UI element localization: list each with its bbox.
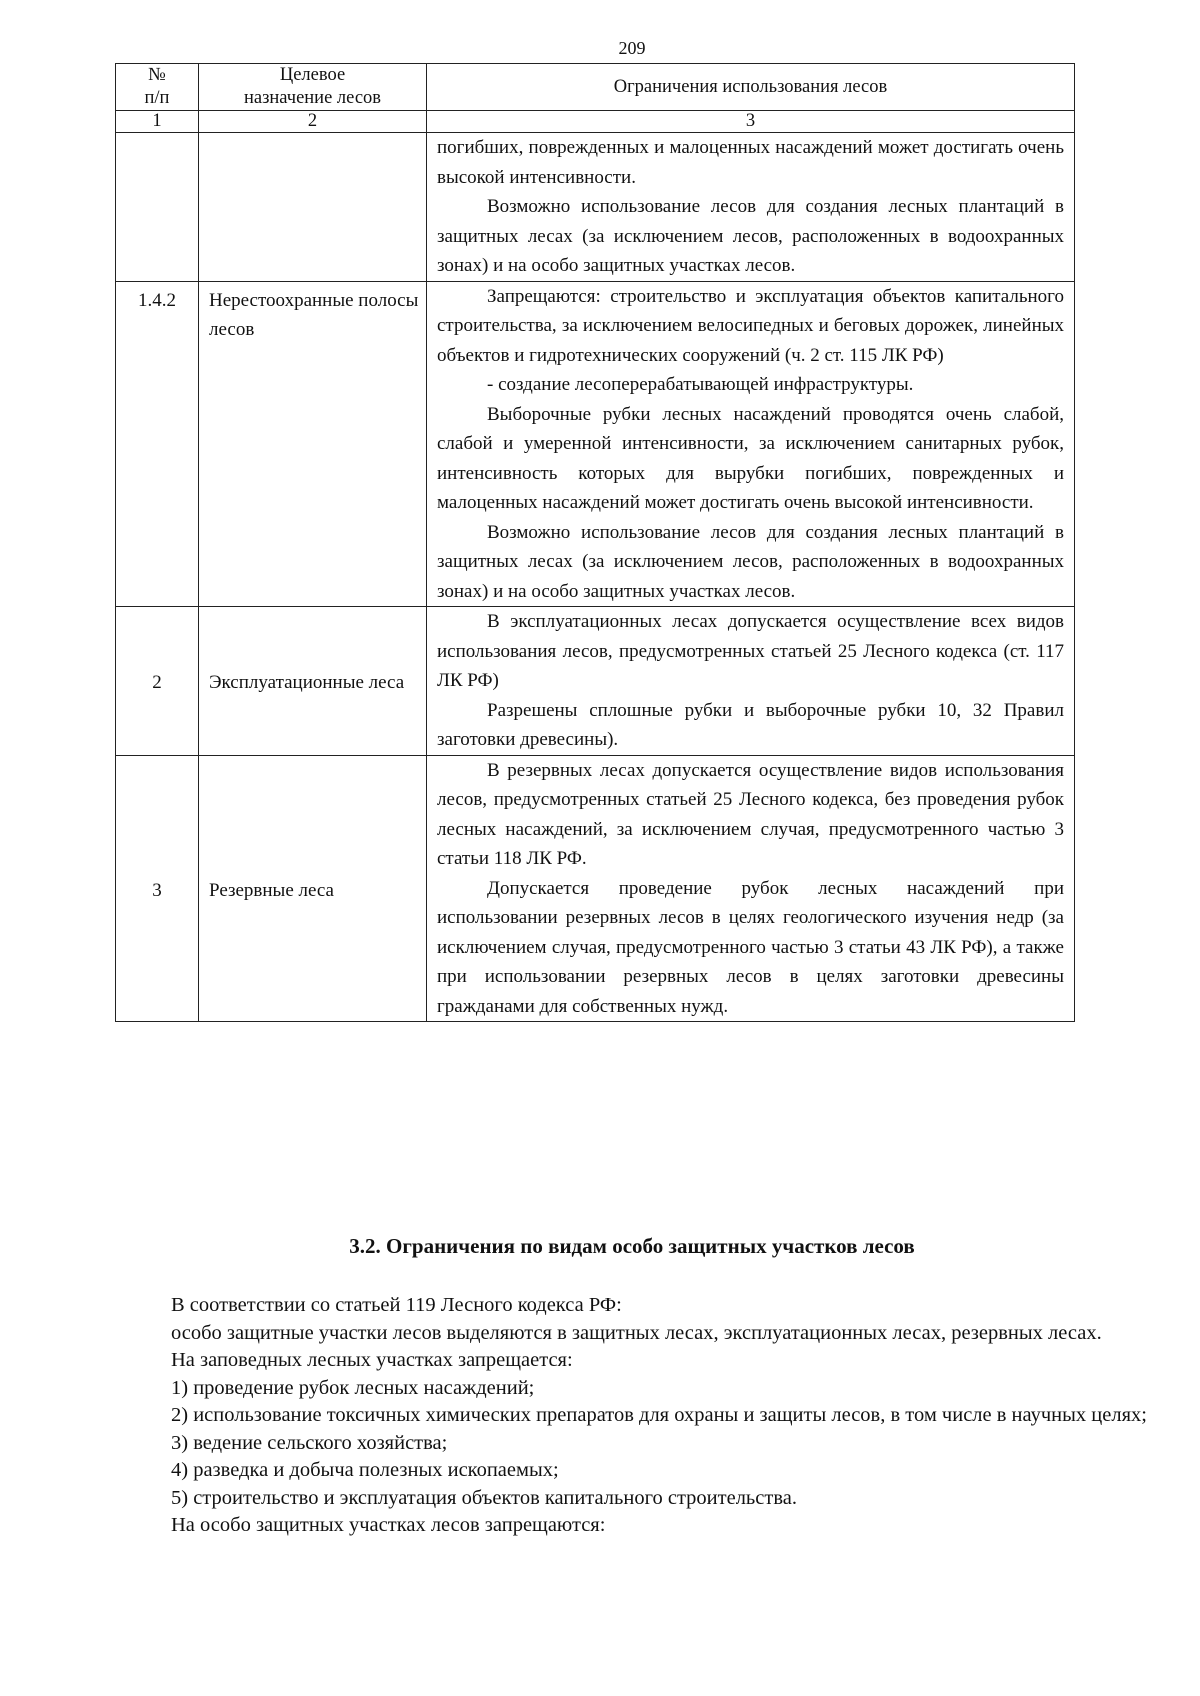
- section-heading: 3.2. Ограничения по видам особо защитных участков лесов: [349, 1234, 915, 1258]
- row-purpose: [199, 133, 427, 282]
- row-purpose: Эксплуатационные леса: [199, 607, 427, 756]
- header-purpose-line2: назначение лесов: [243, 88, 382, 108]
- row-number: 3: [116, 755, 199, 1022]
- header-purpose-line1: Целевое: [279, 65, 346, 85]
- column-number-row: [116, 111, 1075, 133]
- table-row: [116, 755, 1075, 1022]
- body-paragraph: 4) разведка и добыча полезных ископаемых;: [171, 1459, 559, 1481]
- row-restrictions: [427, 133, 1075, 282]
- row-restrictions: [427, 281, 1075, 607]
- restriction-paragraph: Запрещаются: строительство и эксплуатация объектов капитального строительства, за исключением велосипедных и беговых дорожек, линейных объектов и гидротехнических сооружений (ч. 2 ст. 115 ЛК РФ): [437, 285, 1064, 366]
- row-restrictions: [427, 607, 1075, 756]
- table-row: [116, 133, 1075, 282]
- restriction-paragraph: погибших, поврежденных и малоценных насаждений может достигать очень высокой интенсивности.: [437, 137, 1064, 188]
- restriction-paragraph: В резервных лесах допускается осуществление видов использования лесов, предусмотренных статьей 25 Лесного кодекса, без проведения рубок лесных насаждений, за исключением случая, предусмотренного частью 3 статьи 118 ЛК РФ.: [437, 759, 1064, 869]
- header-col-restrictions: Ограничения использования лесов: [427, 64, 1075, 111]
- body-paragraph: особо защитные участки лесов выделяются в защитных лесах, эксплуатационных лесах, резервных лесах.: [171, 1321, 1102, 1344]
- body-paragraph: 3) ведение сельского хозяйства;: [171, 1431, 448, 1454]
- restriction-paragraph: Возможно использование лесов для создания лесных плантаций в защитных лесах (за исключением лесов, расположенных в водоохранных зонах) и на особо защитных участках лесов.: [437, 521, 1064, 602]
- forest-restrictions-table: [115, 63, 1075, 1022]
- row-number: 1.4.2: [116, 281, 199, 607]
- table-row: [116, 607, 1075, 756]
- header-col-number: [116, 64, 199, 111]
- table-row: [116, 281, 1075, 607]
- row-number: [116, 133, 199, 282]
- row-number: 2: [116, 607, 199, 756]
- restriction-paragraph: Допускается проведение рубок лесных насаждений при использовании резервных лесов в целях геологического изучения недр (за исключением случая, предусмотренного частью 3 статьи 43 ЛК РФ), а также при использовании резервных лесов в целях заготовки древесины гражданами для собственных нужд.: [437, 877, 1064, 1017]
- header-col-purpose: [199, 64, 427, 111]
- page-number: 209: [618, 38, 646, 58]
- table-header-row: [116, 64, 1075, 111]
- column-number-2: 2: [199, 111, 427, 133]
- restriction-paragraph: Разрешены сплошные рубки и выборочные рубки 10, 32 Правил заготовки древесины).: [437, 699, 1064, 750]
- restriction-paragraph: - создание лесоперерабатывающей инфраструктуры.: [487, 374, 914, 395]
- section-body: [115, 1292, 1149, 1540]
- row-restrictions: [427, 755, 1075, 1022]
- column-number-1: 1: [116, 111, 199, 133]
- row-purpose: Резервные леса: [199, 755, 427, 1022]
- body-paragraph: На особо защитных участках лесов запрещаются:: [171, 1514, 606, 1536]
- restriction-paragraph: Возможно использование лесов для создания лесных плантаций в защитных лесах (за исключением лесов, расположенных в водоохранных зонах) и на особо защитных участках лесов.: [437, 196, 1064, 276]
- header-number-sign: №: [148, 65, 166, 85]
- column-number-3: 3: [427, 111, 1075, 133]
- restriction-paragraph: Выборочные рубки лесных насаждений проводятся очень слабой, слабой и умеренной интенсивности, за исключением санитарных рубок, интенсивность которых для вырубки погибших, поврежденных и малоценных насаждений может достигать очень высокой интенсивности.: [437, 403, 1064, 513]
- body-paragraph: 5) строительство и эксплуатация объектов капитального строительства.: [171, 1486, 797, 1509]
- body-paragraph: 2) использование токсичных химических препаратов для охраны и защиты лесов, в том числе в научных целях;: [171, 1404, 1147, 1426]
- body-paragraph: 1) проведение рубок лесных насаждений;: [171, 1376, 535, 1399]
- header-pp: п/п: [144, 88, 170, 108]
- body-paragraph: На заповедных лесных участках запрещается:: [171, 1349, 573, 1371]
- restriction-paragraph: В эксплуатационных лесах допускается осуществление всех видов использования лесов, предусмотренных статьей 25 Лесного кодекса (ст. 117 ЛК РФ): [437, 611, 1064, 691]
- row-purpose: Нерестоохранные полосы лесов: [199, 281, 427, 607]
- body-paragraph: В соответствии со статьей 119 Лесного кодекса РФ:: [171, 1294, 622, 1316]
